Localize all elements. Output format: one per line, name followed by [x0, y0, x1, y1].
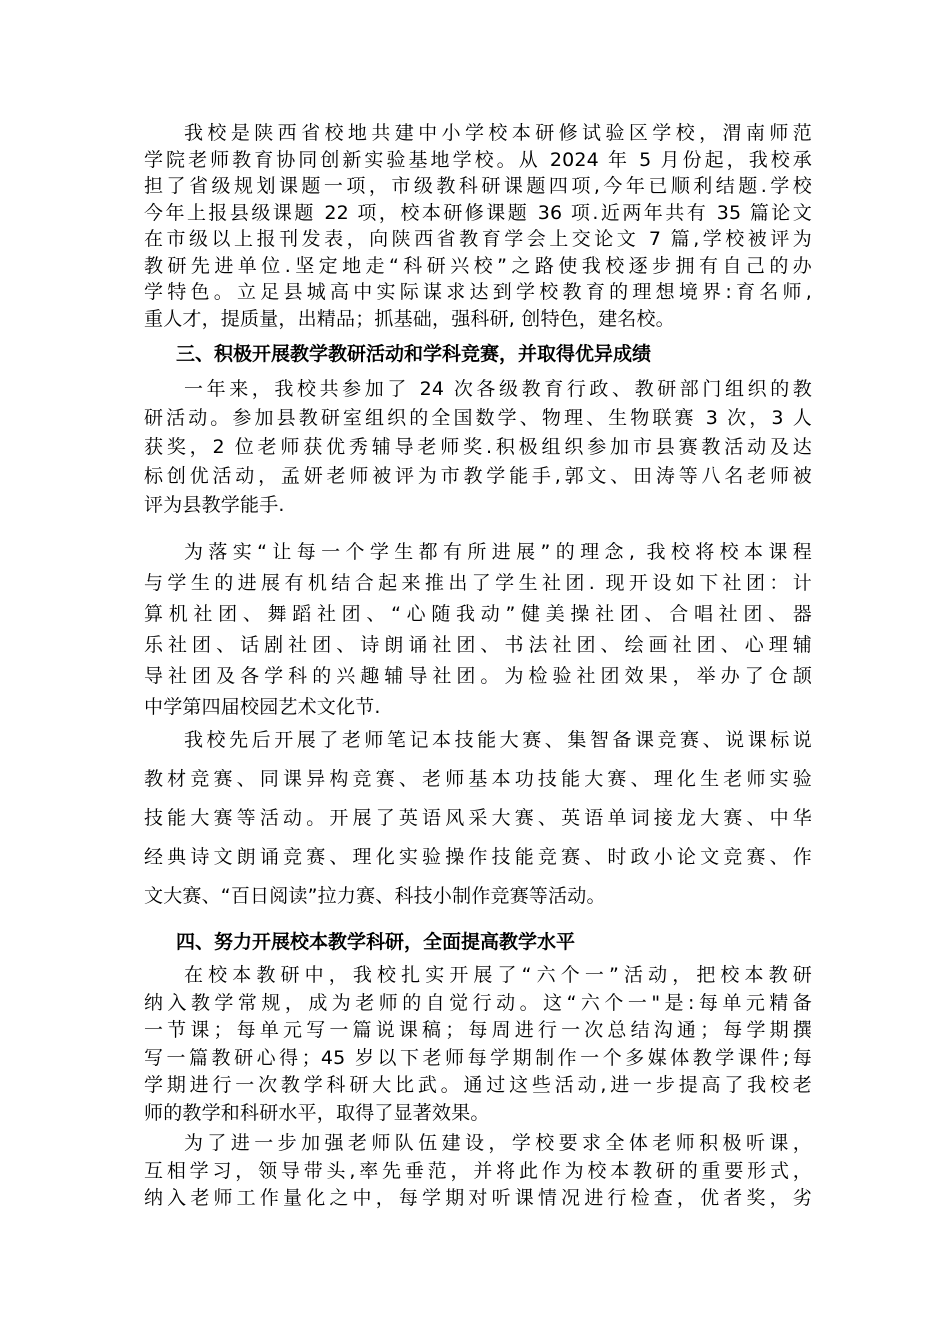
paragraph-line: 互相学习，领导带头,率先垂范，并将此作为校本教研的重要形式，: [144, 1159, 812, 1182]
paragraph-line: 研活动。参加县教研室组织的全国数学、物理、生物联赛 3 次，3 人: [144, 407, 812, 429]
paragraph-line: 标创优活动，孟妍老师被评为市教学能手,郭文、田涛等八名老师被: [144, 465, 812, 487]
paragraph-student-clubs: [144, 537, 812, 723]
paragraph-line: 纳入教学常规，成为老师的自觉行动。这“六个一"是:每单元精备: [144, 991, 812, 1014]
paragraph-line: 为了进一步加强老师队伍建设，学校要求全体老师积极听课，: [184, 1132, 812, 1154]
paragraph-research-achievements: [144, 120, 812, 332]
paragraph-line: 技能大赛等活动。开展了英语风采大赛、英语单词接龙大赛、中华: [144, 807, 812, 829]
paragraph-line: 获奖，2 位老师获优秀辅导老师奖.积极组织参加市县赛教活动及达: [144, 436, 812, 458]
paragraph-line: 一节课；每单元写一篇说课稿；每周进行一次总结沟通；每学期撰: [144, 1019, 812, 1041]
paragraph-line: 纳入老师工作量化之中，每学期对听课情况进行检查，优者奖，劣: [144, 1187, 812, 1209]
paragraph-teaching-activities: [144, 375, 812, 520]
paragraph-line: 在市级以上报刊发表，向陕西省教育学会上交论文 7 篇,学校被评为: [144, 228, 812, 250]
paragraph-line: 重人才，提质量，出精品；抓基础，强科研, 创特色，建名校。: [144, 307, 675, 330]
paragraph-line: 我校是陕西省校地共建中小学校本研修试验区学校，渭南师范: [184, 122, 812, 144]
paragraph-line: 与学生的进展有机结合起来推出了学生社团. 现开设如下社团：计: [144, 572, 812, 594]
paragraph-line: 学院老师教育协同创新实验基地学校。从 2024 年 5 月份起，我校承: [144, 148, 812, 171]
paragraph-line: 学特色。立足县城高中实际谋求达到学校教育的理想境界:育名师,: [144, 281, 812, 303]
paragraph-line: 经典诗文朗诵竞赛、理化实验操作技能竞赛、时政小论文竞赛、作: [144, 846, 812, 868]
paragraph-line: 在校本教研中，我校扎实开展了“六个一”活动，把校本教研: [184, 964, 812, 986]
paragraph-line: 评为县教学能手.: [144, 494, 285, 516]
paragraph-line: 为落实“让每一个学生都有所进展”的理念, 我校将校本课程: [184, 541, 812, 563]
paragraph-line: 文大赛、“百日阅读”拉力赛、科技小制作竞赛等活动。: [144, 885, 606, 907]
paragraph-competitions: [144, 721, 812, 916]
paragraph-line: 教研先进单位.坚定地走“科研兴校”之路使我校逐步拥有自己的办: [144, 254, 812, 277]
paragraph-six-ones: [144, 962, 812, 1127]
section-heading-3: 三、积极开展教学教研活动和学科竞赛，并取得优异成绩: [176, 343, 652, 365]
paragraph-line: 教材竞赛、同课异构竞赛、老师基本功技能大赛、理化生老师实验: [144, 768, 812, 790]
paragraph-line: 学期进行一次教学科研大比武。通过这些活动,进一步提高了我校老: [144, 1074, 812, 1096]
paragraph-line: 乐社团、话剧社团、诗朗诵社团、书法社团、绘画社团、心理辅: [144, 634, 812, 656]
paragraph-line: 导社团及各学科的兴趣辅导社团。为检验社团效果，举办了仓颉: [144, 665, 812, 687]
paragraph-line: 担了省级规划课题一项，市级教科研课题四项,今年已顺利结题.学校: [144, 175, 812, 197]
paragraph-line: 写一篇教研心得；45 岁以下老师每学期制作一个多媒体教学课件;每: [144, 1046, 812, 1069]
paragraph-lesson-observation: [144, 1130, 812, 1213]
paragraph-line: 今年上报县级课题 22 项，校本研修课题 36 项.近两年共有 35 篇论文: [144, 201, 812, 224]
paragraph-line: 一年来，我校共参加了 24 次各级教育行政、教研部门组织的教: [184, 378, 812, 400]
paragraph-line: 算机社团、舞蹈社团、“心随我动”健美操社团、合唱社团、器: [144, 603, 812, 625]
paragraph-line: 中学第四届校园艺术文化节.: [144, 696, 381, 718]
paragraph-line: 我校先后开展了老师笔记本技能大赛、集智备课竞赛、说课标说: [184, 729, 812, 751]
paragraph-line: 师的教学和科研水平，取得了显著效果。: [144, 1101, 490, 1124]
section-heading-4: 四、努力开展校本教学科研，全面提高教学水平: [176, 931, 576, 953]
